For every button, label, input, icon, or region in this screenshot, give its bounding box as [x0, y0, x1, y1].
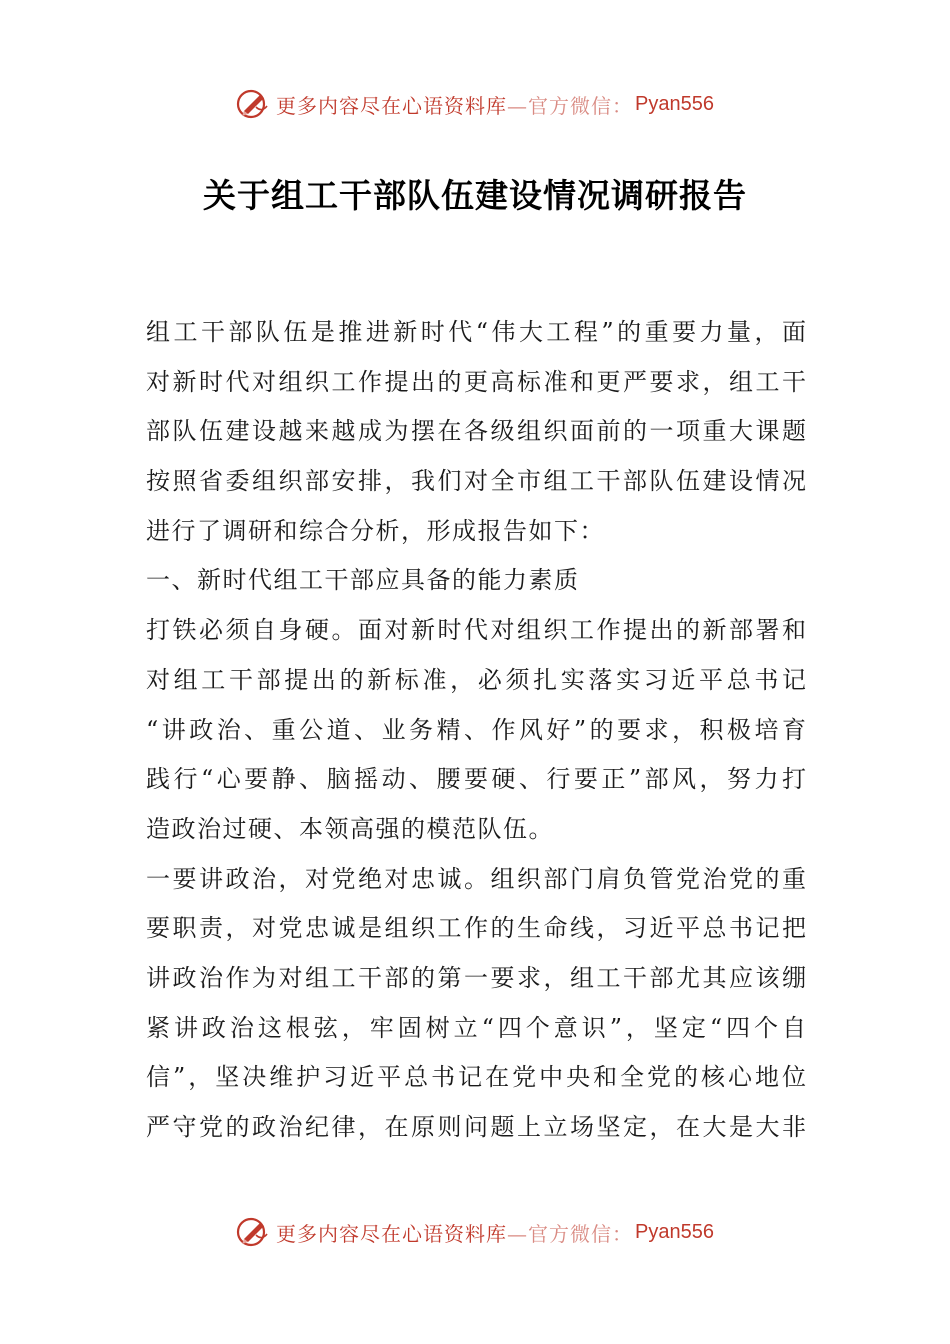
body-line: “讲政治、重公道、业务精、作风好”的要求，积极培育 — [146, 715, 806, 744]
body-line: 打铁必须自身硬。面对新时代对组织工作提出的新部署和 — [146, 616, 806, 645]
document-title: 关于组工干部队伍建设情况调研报告 — [203, 176, 747, 215]
body-line: 讲政治作为对组工干部的第一要求，组工干部尤其应该绷 — [146, 963, 806, 992]
watermark-main-text: 更多内容尽在心语资料库 — [276, 93, 508, 118]
body-line: 信”，坚决维护习近平总书记在党中央和全党的核心地位 — [146, 1063, 806, 1092]
watermark-text — [276, 90, 633, 119]
document-body — [146, 308, 806, 1153]
watermark-wechat-id: Pyan556 — [635, 1220, 714, 1243]
body-line: 组工干部队伍是推进新时代“伟大工程”的重要力量，面 — [146, 318, 806, 346]
body-line: 紧讲政治这根弦，牢固树立“四个意识”，坚定“四个自 — [146, 1013, 806, 1042]
body-line: 进行了调研和综合分析，形成报告如下： — [146, 516, 605, 545]
watermark-text — [276, 1218, 633, 1247]
pen-logo-icon — [236, 87, 270, 121]
pen-logo-icon — [236, 1215, 270, 1249]
body-line: 要职责，对党忠诚是组织工作的生命线，习近平总书记把 — [146, 914, 806, 943]
watermark-separator-text: —官方微信： — [507, 93, 634, 118]
footer-watermark — [0, 1212, 950, 1252]
body-line: 一要讲政治，对党绝对忠诚。组织部门肩负管党治党的重 — [146, 864, 806, 893]
body-line: 严守党的政治纪律，在原则问题上立场坚定，在大是大非 — [146, 1113, 806, 1141]
body-line: 对新时代对组织工作提出的更高标准和更严要求，组工干 — [146, 367, 806, 396]
body-line: 践行“心要静、脑摇动、腰要硬、行要正”部风，努力打 — [146, 765, 806, 794]
watermark-separator-text: —官方微信： — [507, 1221, 634, 1246]
watermark-main-text: 更多内容尽在心语资料库 — [276, 1221, 508, 1246]
body-line: 按照省委组织部安排，我们对全市组工干部队伍建设情况 — [146, 467, 806, 496]
section-heading: 一、新时代组工干部应具备的能力素质 — [146, 566, 580, 595]
body-line: 部队伍建设越来越成为摆在各级组织面前的一项重大课题 — [146, 417, 806, 446]
watermark-wechat-id: Pyan556 — [635, 92, 714, 115]
header-watermark — [0, 84, 950, 124]
body-line: 造政治过硬、本领高强的模范队伍。 — [146, 814, 554, 843]
body-line: 对组工干部提出的新标准，必须扎实落实习近平总书记 — [146, 665, 806, 694]
